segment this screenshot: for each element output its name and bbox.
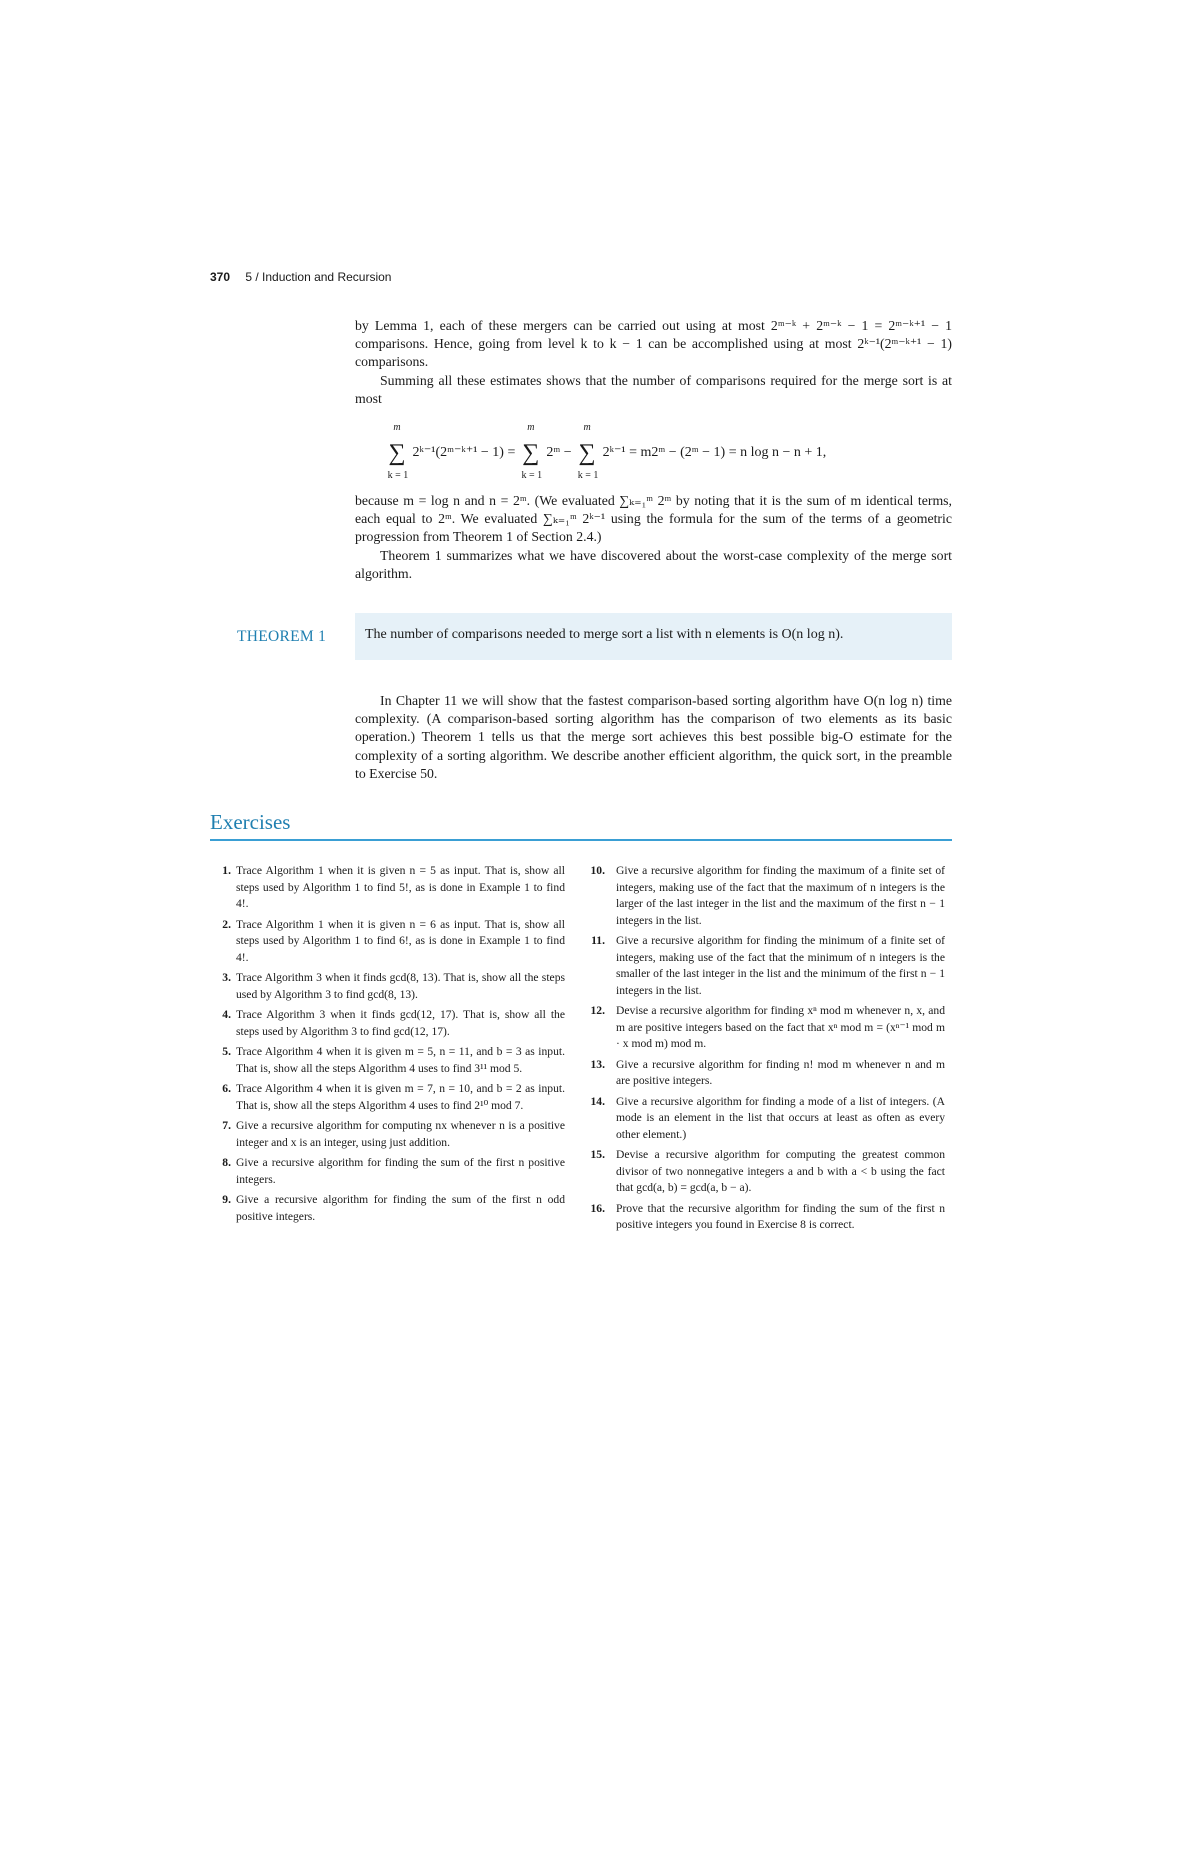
exercise-number: 4. [222, 1008, 231, 1021]
exercise-number: 2. [222, 917, 231, 931]
exercise-number: 15. [590, 1148, 605, 1161]
exercise-item [220, 863, 565, 913]
explanation-text [355, 492, 952, 583]
exercise-text: Trace Algorithm 3 when it finds gcd(12, 17). That is, show all the steps used by Algorithm 3 to find gcd(12, 17). [236, 1008, 565, 1038]
theorem-box [355, 613, 952, 660]
exercise-text: Trace Algorithm 3 when it finds gcd(8, 13). That is, show all the steps used by Algorithm 3 to find gcd(8, 13). [236, 971, 565, 1001]
display-equation [385, 422, 827, 481]
exercise-number: 5. [222, 1045, 231, 1058]
explanation-paragraph-1: because m = log n and n = 2ᵐ. (We evaluated ∑ₖ₌₁ᵐ 2ᵐ by noting that it is the sum of m identical terms, each equal to 2ᵐ. We evaluated ∑ₖ₌₁ᵐ 2ᵏ⁻¹ using the formula for the sum of the terms of a geometric progression from Theorem 1 of Section 2.4.) [355, 493, 952, 545]
exercise-item [590, 863, 945, 929]
running-header [210, 270, 391, 284]
sum-upper-limit: m [527, 422, 535, 433]
exercise-text: Give a recursive algorithm for finding the maximum of a finite set of integers, making use of the fact that the maximum of n integers is the larger of the last integer in the list and the maximum of the first n − 1 integers in the list. [616, 864, 945, 927]
exercises-right-column [590, 863, 945, 1238]
theorem-label: THEOREM 1 [237, 628, 327, 645]
equation-term-1: 2ᵏ⁻¹(2ᵐ⁻ᵏ⁺¹ − 1) = [412, 445, 516, 460]
exercise-item [590, 1094, 945, 1144]
exercise-text: Give a recursive algorithm for computing nx whenever n is a positive integer and x is an integer, using just addition. [236, 1119, 565, 1149]
exercise-item [220, 917, 565, 967]
equation-term-2: 2ᵐ − [546, 445, 572, 460]
sum-lower-limit: k = 1 [521, 470, 543, 481]
exercise-text: Give a recursive algorithm for finding the sum of the first n odd positive integers. [236, 1193, 565, 1223]
explanation-paragraph-2: Theorem 1 summarizes what we have discovered about the worst-case complexity of the merge sort algorithm. [355, 547, 952, 581]
exercises-left-column [220, 863, 565, 1229]
sum-symbol: ∑ [522, 440, 540, 466]
exercise-text: Trace Algorithm 1 when it is given n = 6 as input. That is, show all steps used by Algorithm 1 to find 6!, as is done in Example 1 to find 4!. [236, 917, 565, 964]
exercise-item [220, 1192, 565, 1225]
exercise-item [220, 1007, 565, 1040]
closing-text [355, 692, 952, 783]
sum-lower-limit: k = 1 [387, 470, 409, 481]
sum-lower-limit: k = 1 [577, 470, 599, 481]
running-title: 5 / Induction and Recursion [245, 270, 392, 284]
exercise-number: 9. [222, 1193, 231, 1206]
theorem-statement: The number of comparisons needed to merge sort a list with n elements is O(n log n). [365, 627, 844, 642]
summation-3 [575, 422, 599, 481]
equation-term-3: 2ᵏ⁻¹ = m2ᵐ − (2ᵐ − 1) = n log n − n + 1, [602, 445, 827, 460]
exercise-text: Devise a recursive algorithm for finding xⁿ mod m whenever n, x, and m are positive integers based on the fact that xⁿ mod m = (xⁿ⁻¹ mod m · x mod m) mod m. [616, 1004, 945, 1050]
intro-paragraph-2: Summing all these estimates shows that the number of comparisons required for the merge sort is at most [355, 372, 952, 406]
exercise-number: 14. [590, 1094, 605, 1108]
exercise-item [220, 1081, 565, 1114]
exercise-text: Trace Algorithm 4 when it is given m = 7, n = 10, and b = 2 as input. That is, show all the steps Algorithm 4 uses to find 2¹⁰ mod 7. [236, 1082, 565, 1112]
exercise-text: Trace Algorithm 1 when it is given n = 5 as input. That is, show all steps used by Algorithm 1 to find 5!, as is done in Example 1 to find 4!. [236, 864, 565, 910]
exercise-item [220, 1118, 565, 1151]
sum-symbol: ∑ [388, 440, 406, 466]
exercise-item [590, 1201, 945, 1234]
exercise-text: Devise a recursive algorithm for computing the greatest common divisor of two nonnegative integers a and b with a < b using the fact that gcd(a, b) = gcd(a, b − a). [616, 1148, 945, 1194]
summation-1 [385, 422, 409, 481]
sum-upper-limit: m [393, 422, 401, 433]
exercise-item [590, 1057, 945, 1090]
exercises-heading: Exercises [210, 810, 291, 834]
exercise-number: 8. [222, 1156, 231, 1169]
exercise-text: Trace Algorithm 4 when it is given m = 5, n = 11, and b = 3 as input. That is, show all the steps Algorithm 4 uses to find 3¹¹ mod 5. [236, 1045, 565, 1075]
exercise-number: 7. [222, 1119, 231, 1132]
exercise-item [220, 1155, 565, 1188]
exercise-number: 16. [590, 1201, 605, 1215]
exercise-text: Give a recursive algorithm for finding a mode of a list of integers. (A mode is an element in the list that occurs at least as often as every other element.) [616, 1094, 945, 1141]
summation-2 [519, 422, 543, 481]
exercise-text: Give a recursive algorithm for finding the sum of the first n positive integers. [236, 1156, 565, 1186]
exercise-item [591, 933, 945, 999]
closing-paragraph: In Chapter 11 we will show that the fastest comparison-based sorting algorithm have O(n log n) time complexity. (A comparison-based sorting algorithm has the comparison of two elements as its basic operation.) Theorem 1 tells us that the merge sort achieves this best possible big-O estimate for the complexity of a sorting algorithm. We describe another efficient algorithm, the quick sort, in the preamble to Exercise 50. [355, 693, 952, 781]
exercise-text: Prove that the recursive algorithm for finding the sum of the first n positive integers you found in Exercise 8 is correct. [616, 1201, 945, 1231]
exercise-item [220, 970, 565, 1003]
exercise-text: Give a recursive algorithm for finding n! mod m whenever n and m are positive integers. [616, 1057, 945, 1087]
exercise-number: 10. [590, 864, 605, 877]
exercise-item [590, 1147, 945, 1197]
page-number: 370 [210, 270, 231, 284]
exercise-number: 6. [222, 1082, 231, 1095]
exercises-rule [210, 839, 952, 841]
exercise-number: 11. [591, 934, 605, 947]
exercise-number: 13. [590, 1057, 605, 1071]
exercise-text: Give a recursive algorithm for finding the minimum of a finite set of integers, making use of the fact that the minimum of n integers is the smaller of the last integer in the list and the minimum of the first n − 1 integers in the list. [616, 934, 945, 997]
exercise-number: 3. [222, 971, 231, 984]
exercise-item [590, 1003, 945, 1053]
exercise-number: 12. [590, 1004, 605, 1017]
exercise-number: 1. [222, 864, 231, 877]
sum-symbol: ∑ [578, 440, 596, 466]
intro-paragraph-1: by Lemma 1, each of these mergers can be carried out using at most 2ᵐ⁻ᵏ + 2ᵐ⁻ᵏ − 1 = 2ᵐ⁻ᵏ⁺¹ − 1 comparisons. Hence, going from level k to k − 1 can be accomplished using at most 2ᵏ⁻¹(2ᵐ⁻ᵏ⁺¹ − 1) comparisons. [355, 318, 952, 370]
intro-text [355, 317, 952, 408]
sum-upper-limit: m [583, 422, 591, 433]
exercise-item [220, 1044, 565, 1077]
